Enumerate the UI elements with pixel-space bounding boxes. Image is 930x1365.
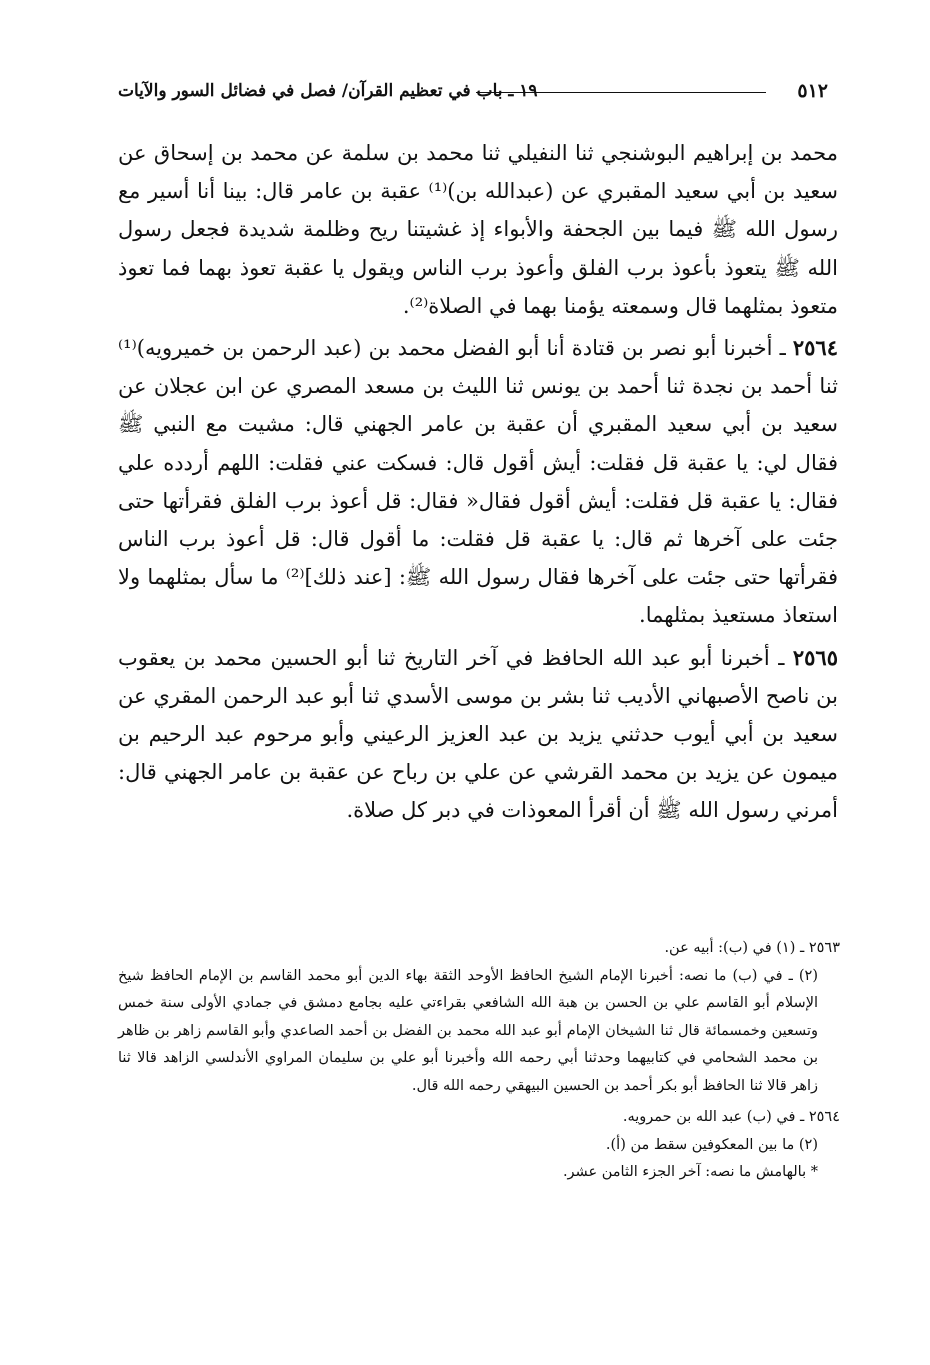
footnote-2563-1: ٢٥٦٣ ـ (١) في (ب): أبيه عن. xyxy=(664,940,840,956)
hadith-2565 xyxy=(118,639,838,830)
hadith-text: ـ أخبرنا أبو نصر بن قتادة أنا أبو الفضل محمد بن (عبد الرحمن بن خميرويه)⁽¹⁾ ثنا أحمد بن نجدة ثنا أحمد بن يونس ثنا الليث بن مسعد المصري عن ابن عجلان عن سعيد بن أبي سعيد المقبري أن عقبة بن عامر الجهني قال: مشيت مع النبي ﷺ فقال لي: يا عقبة قل فقلت: أيش أقول قال: فسكت عني فقلت: اللهم أردده علي فقال: يا عقبة قل فقلت: أيش أقول فقال« فقال: قل أعوذ برب الفلق فقرأتها حتى جئت على آخرها ثم قال: يا عقبة قل فقلت: ما أقول قال: قل أعوذ برب الناس فقرأتها حتى جئت على آخرها فقال رسول الله ﷺ: [عند ذلك]⁽²⁾ ما سأل بمثلهما ولا استعاذ مستعيذ بمثلهما. xyxy=(118,336,839,628)
hadith-number: ٢٥٦٤ xyxy=(792,335,838,361)
footnote-2563-2: (٢) ـ في (ب) ما نصه: أخبرنا الإمام الشيخ الحافظ الأوحد الثقة بهاء الدين أبو محمد القاسم بن الإمام الحافظ شيخ الإسلام أبو القاسم علي بن الحسن بن هبة الله الشافعي بقراءتي عليه بجامع دمشق في جمادي الأولى سنة خمس وتسعين وخمسمائة قال ثنا الشيخان الإمام أبو عبد الله محمد بن الفضل بن أحمد الصاعدي وأبو القاسم زاهر بن ظاهر بن محمد الشحامي في كتابيهما وحدثنا أبي رحمه الله وأخبرنا أبو علي بن سليمان المراوي الأندلسي الزاهد قالا ثنا زاهر قالا ثنا الحافظ أبو بكر أحمد بن الحسين البيهقي رحمه الله قال. xyxy=(118,967,818,1094)
page-number: ٥١٢ xyxy=(797,80,828,102)
footnote-2564-1: ٢٥٦٤ ـ في (ب) عبد الله بن حمرويه. xyxy=(622,1109,840,1125)
hadith-text: ـ أخبرنا أبو عبد الله الحافظ في آخر التاريخ ثنا أبو الحسين محمد بن يعقوب بن ناصح الأصبهاني الأديب ثنا بشر بن موسى الأسدي ثنا أبو عبد الرحمن المقري عن سعيد بن أبي أيوب حدثني يزيد بن عبد العزيز الرعيني وأبو مرحوم عبد الرحيم بن ميمون عن يزيد بن محمد القرشي عن علي بن رباح عن عقبة بن عامر الجهني قال: أمرني رسول الله ﷺ أن أقرأ المعوذات في دبر كل صلاة. xyxy=(118,645,838,823)
main-text xyxy=(118,134,838,830)
running-head: ١٩ ـ باب في تعظيم القرآن/ فصل في فضائل السور والآيات xyxy=(118,81,538,101)
hadith-2564 xyxy=(118,329,838,635)
footnote-2564-2: (٢) ما بين المعكوفين سقط من (أ). xyxy=(605,1136,818,1153)
hadith-number: ٢٥٦٥ xyxy=(792,644,838,670)
footnotes xyxy=(118,935,840,1187)
paragraph-continuation: محمد بن إبراهيم البوشنجي ثنا النفيلي ثنا محمد بن سلمة عن محمد بن إسحاق عن سعيد بن أبي سعيد المقبري عن (عبدالله بن)⁽¹⁾ عقبة بن عامر قال: بينا أنا أسير مع رسول الله ﷺ فيما بين الجحفة والأبواء إذ غشيتنا ريح وظلمة شديدة فجعل رسول الله ﷺ يتعوذ بأعوذ برب الفلق وأعوذ برب الناس ويقول يا عقبة تعوذ بهما فما تعوذ متعوذ بمثلهما قال وسمعته يؤمنا بهما في الصلاة⁽²⁾. xyxy=(118,141,838,318)
footnote-margin-note: * بالهامش ما نصه: آخر الجزء الثامن عشر. xyxy=(562,1164,818,1180)
page-header xyxy=(118,80,828,104)
